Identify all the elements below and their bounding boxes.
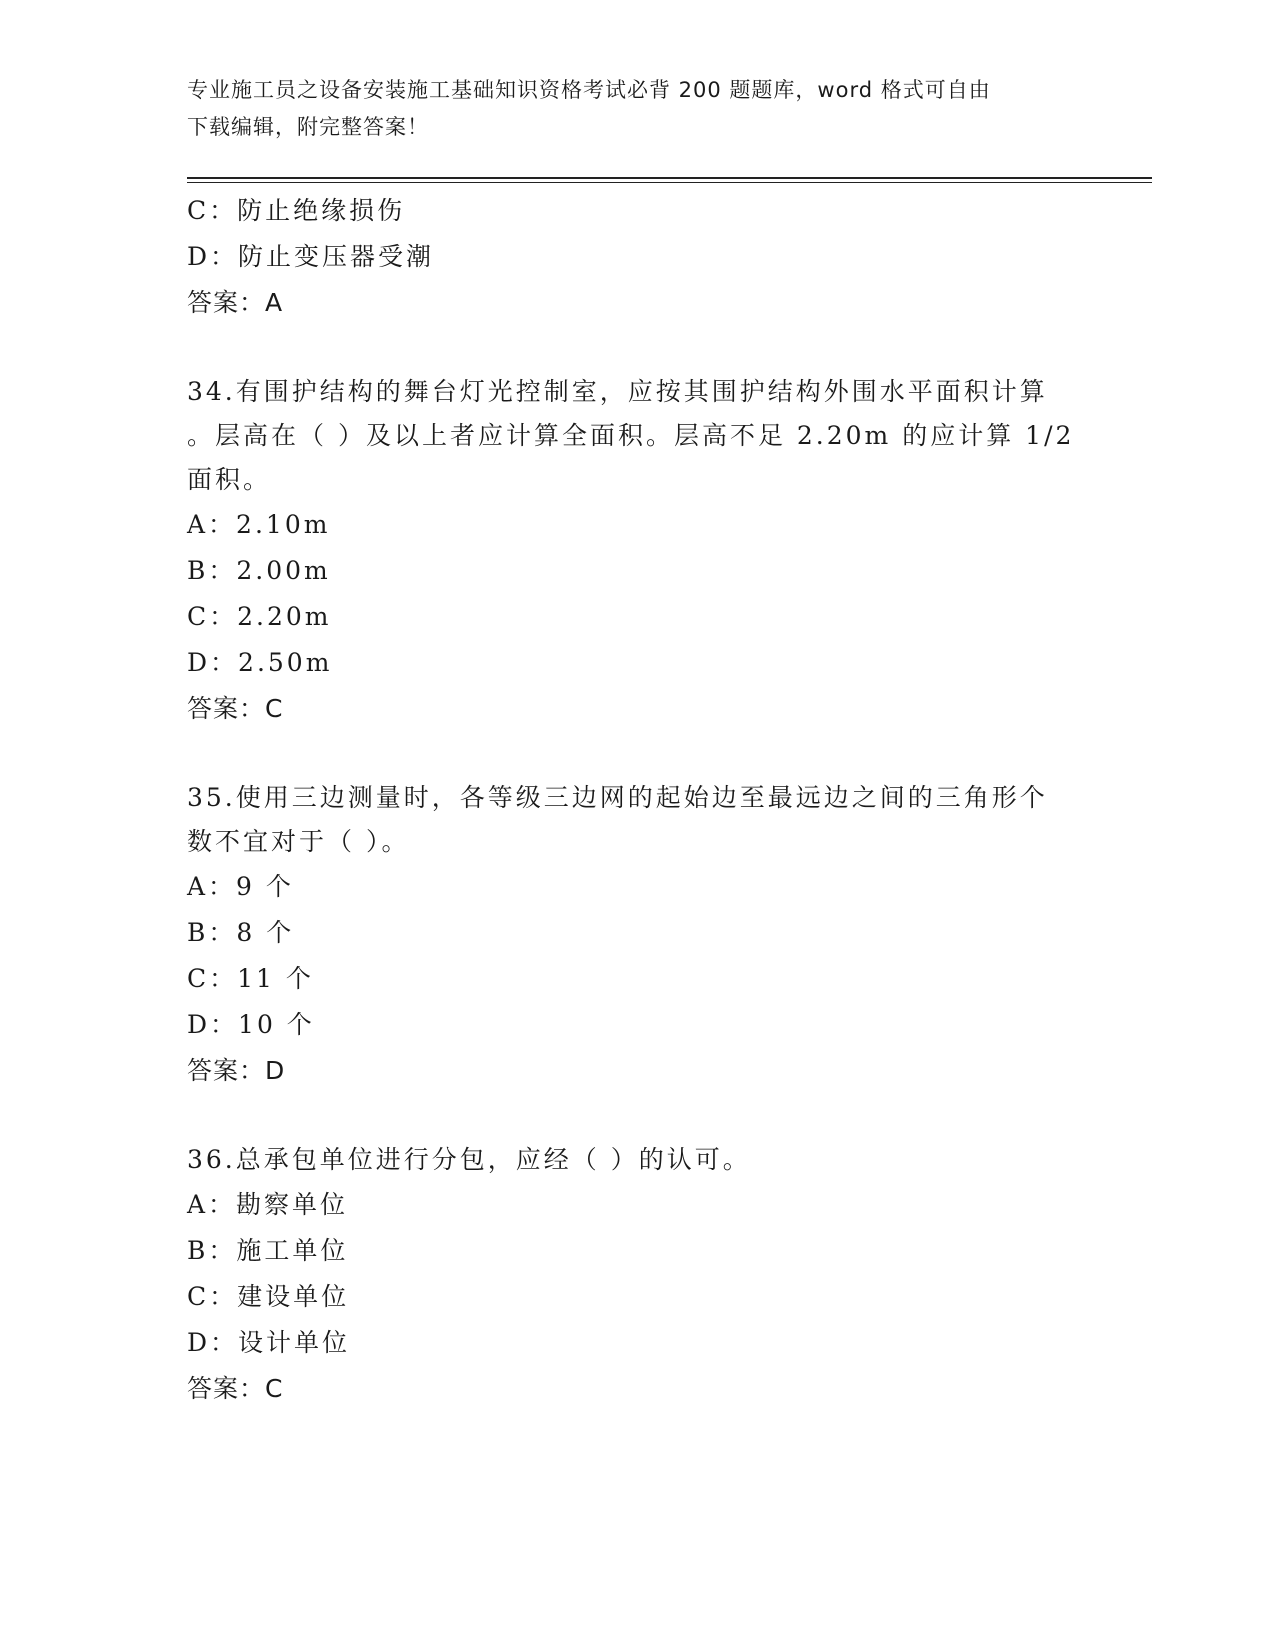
question-text: 面积。 [187, 465, 272, 494]
question-36 [187, 1138, 1087, 1412]
spacer [187, 732, 1087, 776]
option-b: B：8 个 [187, 918, 295, 947]
question-35 [187, 776, 1087, 1094]
spacer [187, 326, 1087, 370]
option-a: A：勘察单位 [187, 1190, 349, 1219]
question-text: 数不宜对于（ ）。 [187, 827, 410, 856]
option-a: A：9 个 [187, 872, 294, 901]
question-34 [187, 370, 1087, 732]
header-divider-thick [187, 177, 1152, 179]
answer-line: 答案：C [187, 694, 284, 723]
spacer [187, 1094, 1087, 1138]
question-text: 34.有围护结构的舞台灯光控制室，应按其围护结构外围水平面积计算 [187, 377, 1048, 406]
option-c: C：防止绝缘损伤 [187, 196, 406, 225]
question-text: 36.总承包单位进行分包，应经（ ）的认可。 [187, 1145, 751, 1174]
header-line-1: 专业施工员之设备安装施工基础知识资格考试必背 200 题题库，word 格式可自由 [187, 78, 991, 102]
answer-line: 答案：D [187, 1056, 286, 1085]
option-d: D：2.50m [187, 648, 333, 677]
header-line-2: 下载编辑，附完整答案！ [187, 115, 429, 139]
question-text: 35.使用三边测量时，各等级三边网的起始边至最远边之间的三角形个 [187, 783, 1048, 812]
option-c: C：2.20m [187, 602, 332, 631]
option-d: D：10 个 [187, 1010, 315, 1039]
document-header [187, 72, 1067, 146]
answer-line: 答案：A [187, 288, 284, 317]
question-content [187, 188, 1087, 1412]
answer-line: 答案：C [187, 1374, 284, 1403]
option-a: A：2.10m [187, 510, 331, 539]
option-d: D：设计单位 [187, 1328, 351, 1357]
option-c: C：11 个 [187, 964, 314, 993]
header-divider-thin [187, 182, 1152, 183]
question-text: 。层高在（ ）及以上者应计算全面积。层高不足 2.20m 的应计算 1/2 [187, 421, 1075, 450]
option-d: D：防止变压器受潮 [187, 242, 435, 271]
option-b: B：2.00m [187, 556, 331, 585]
option-b: B：施工单位 [187, 1236, 349, 1265]
option-c: C：建设单位 [187, 1282, 350, 1311]
